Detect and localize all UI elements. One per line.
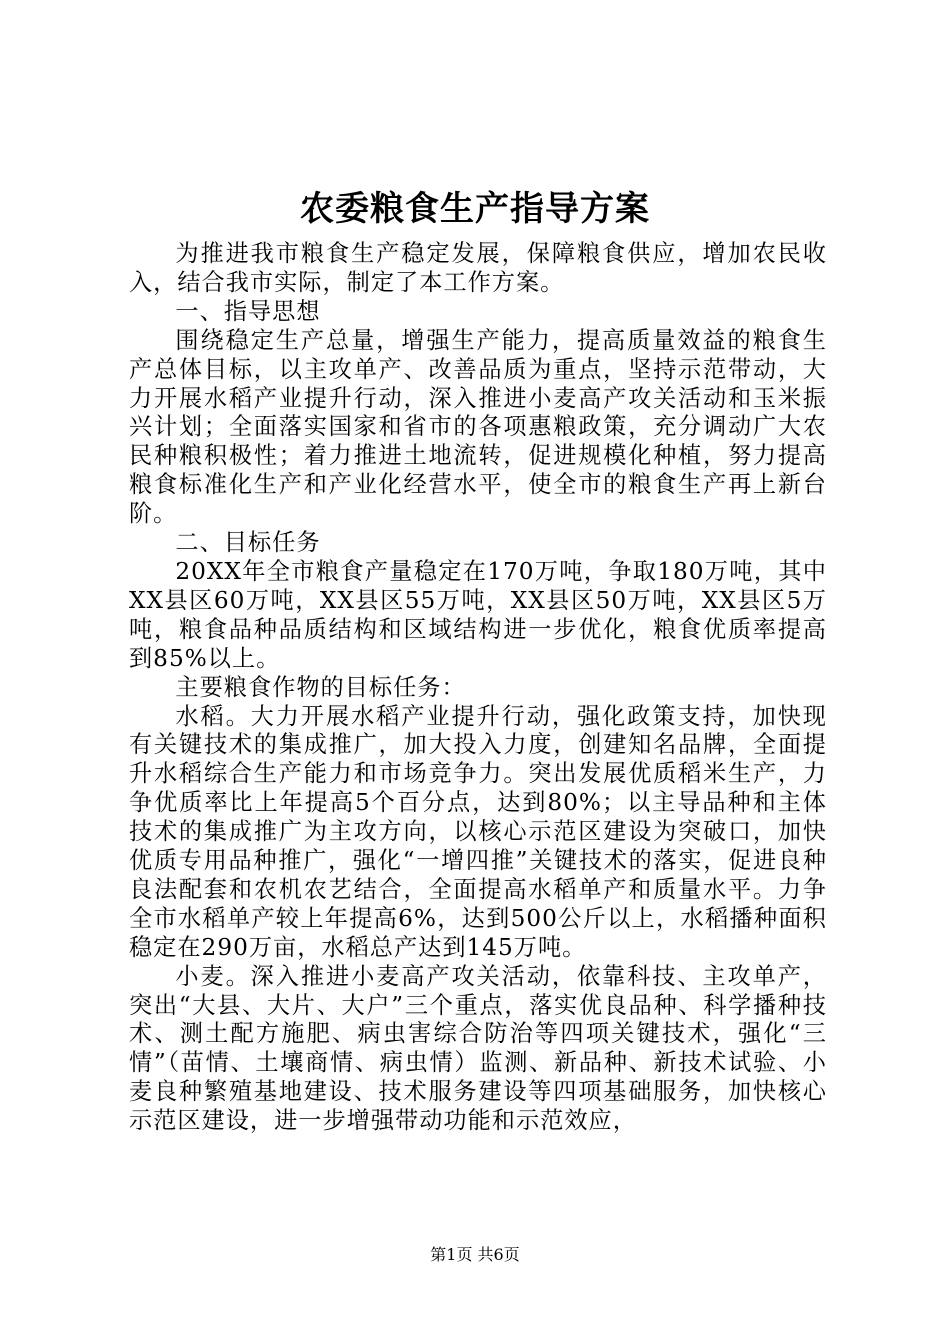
paragraph-crop-targets-intro: 主要粮食作物的目标任务： [175, 673, 466, 701]
heading-targets: 二、目标任务 [175, 529, 321, 557]
paragraph-guiding-thought: 围绕稳定生产总量，增强生产能力，提高质量效益的粮食生产总体目标，以主攻单产、改善品质为重点，坚持示范带动，大力开展水稻产业提升行动，深入推进小麦高产攻关活动和玉米振兴计划；全面落实国家和省市的各项惠粮政策，充分调动广大农民种粮积极性；着力推进土地流转，促进规模化种植，努力提高粮食标准化生产和产业化经营水平，使全市的粮食生产再上新台阶。 [129, 326, 827, 528]
page-number-footer: 第1页 共6页 [430, 1245, 520, 1264]
document-body [129, 240, 827, 1136]
paragraph-wheat: 小麦。深入推进小麦高产攻关活动，依靠科技、主攻单产，突出“大县、大片、大户”三个重点，落实优良品种、科学播种技术、测土配方施肥、病虫害综合防治等四项关键技术，强化“三情”（苗情、土壤商情、病虫情）监测、新品种、新技术试验、小麦良种繁殖基地建设、技术服务建设等四项基础服务，加快核心示范区建设，进一步增强带动功能和示范效应， [129, 962, 827, 1135]
paragraph-targets: 20XX年全市粮食产量稳定在170万吨，争取180万吨，其中XX县区60万吨，XX县区55万吨，XX县区50万吨，XX县区5万吨，粮食品种品质结构和区域结构进一步优化，粮食优质率提高到85%以上。 [129, 557, 827, 672]
paragraph-rice: 水稻。大力开展水稻产业提升行动，强化政策支持，加快现有关键技术的集成推广，加大投入力度，创建知名品牌，全面提升水稻综合生产能力和市场竞争力。突出发展优质稻米生产，力争优质率比上年提高5个百分点，达到80%；以主导品种和主体技术的集成推广为主攻方向，以核心示范区建设为突破口，加快优质专用品种推广，强化“一增四推”关键技术的落实，促进良种良法配套和农机农艺结合，全面提高水稻单产和质量水平。力争全市水稻单产较上年提高6%，达到500公斤以上，水稻播种面积稳定在290万亩，水稻总产达到145万吨。 [129, 702, 827, 961]
document-title: 农委粮食生产指导方案 [300, 189, 650, 229]
paragraph-intro: 为推进我市粮食生产稳定发展，保障粮食供应，增加农民收入，结合我市实际，制定了本工作方案。 [129, 240, 827, 296]
heading-guiding-thought: 一、指导思想 [175, 297, 321, 325]
